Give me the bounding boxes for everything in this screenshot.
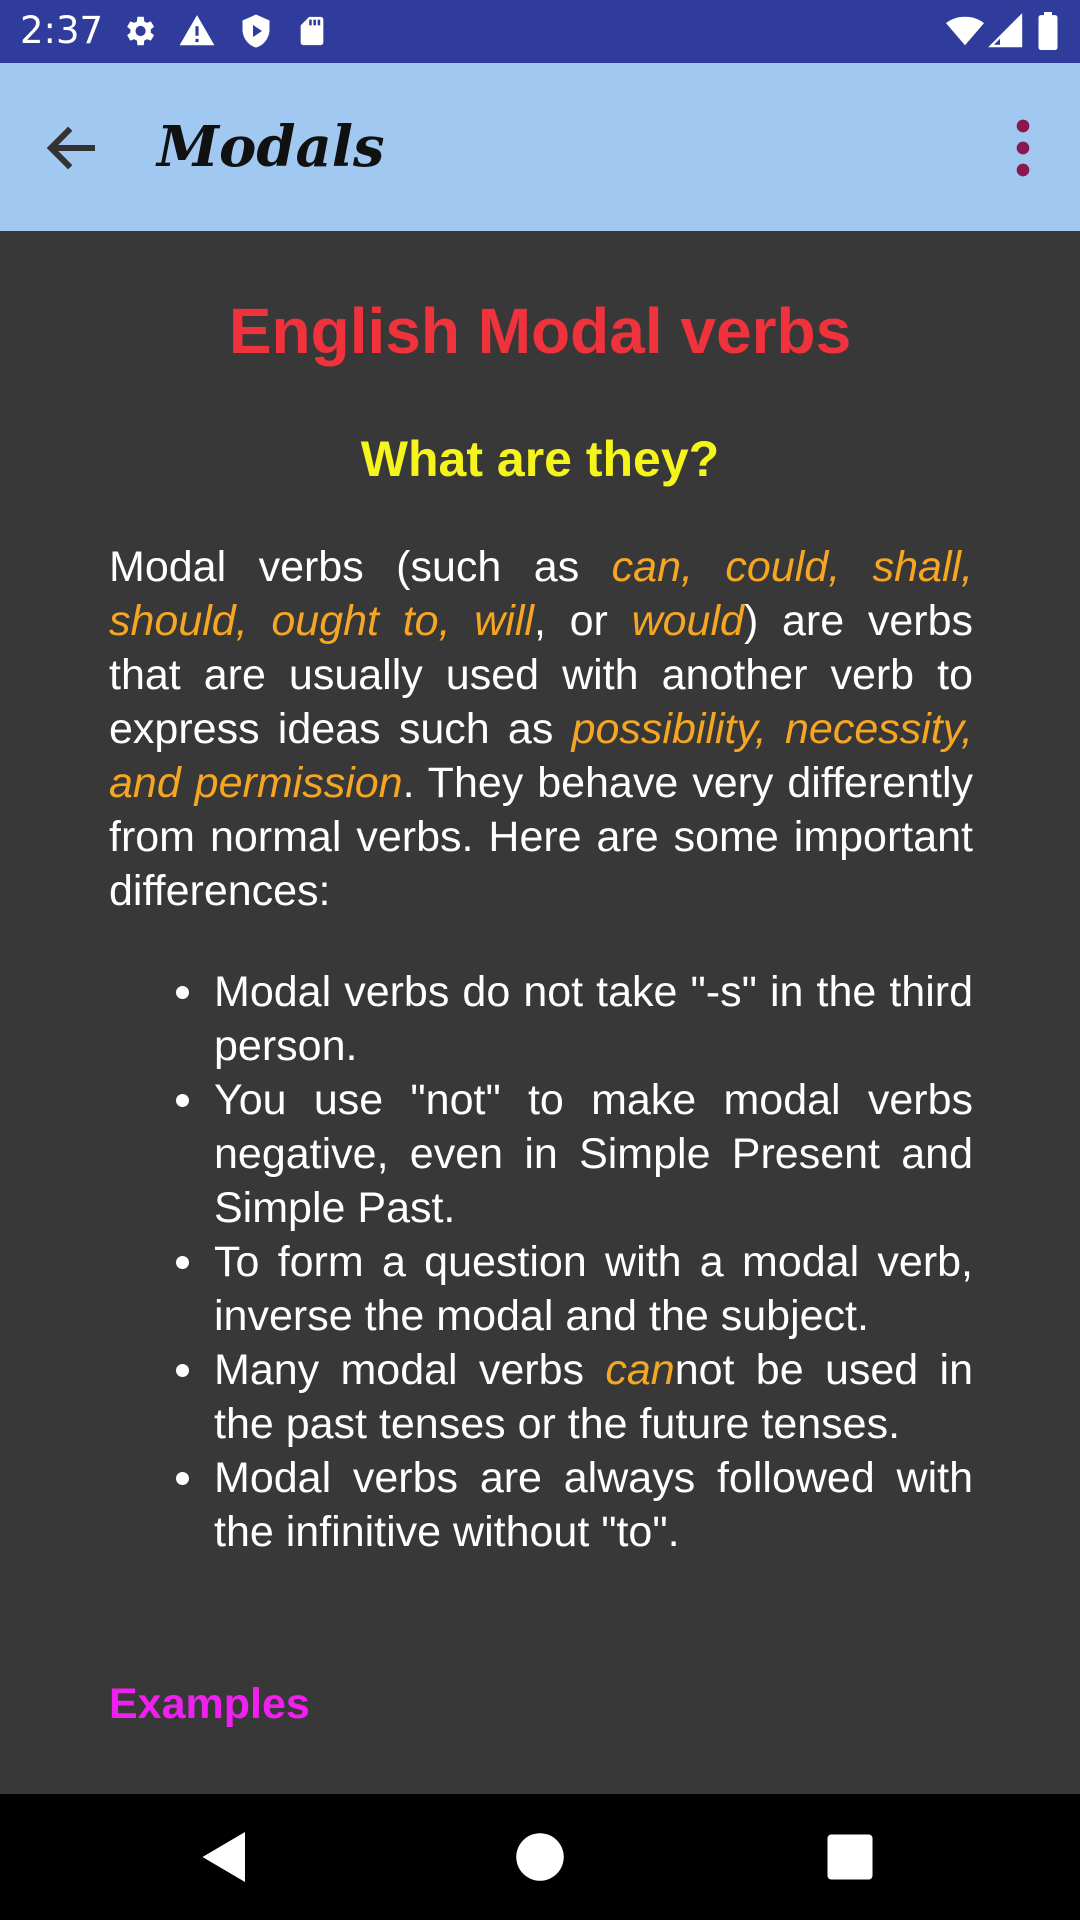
- intro-paragraph: [109, 540, 973, 918]
- intro-highlight-ideas: possibility, necessity, and permission: [109, 705, 973, 807]
- differences-list: [109, 965, 973, 1559]
- examples-heading: Examples: [109, 1680, 310, 1728]
- section-subtitle: What are they?: [360, 431, 720, 487]
- warning-icon: [177, 12, 217, 50]
- sd-card-icon: [295, 12, 329, 50]
- wifi-icon: [944, 12, 986, 50]
- app-title: Modals: [157, 114, 385, 180]
- intro-text-2: , or: [533, 597, 632, 645]
- list-item: You use "not" to make modal verbs negative, even in Simple Present and Simple Past.: [214, 1073, 973, 1235]
- circle-home-icon[interactable]: [510, 1827, 570, 1887]
- list-item: [214, 1343, 973, 1451]
- more-vert-icon[interactable]: [1000, 115, 1046, 181]
- navigation-bar: [0, 1794, 1080, 1920]
- list-item-text: not be used in the past tenses or the future tenses.: [214, 1346, 973, 1448]
- page-title: English Modal verbs: [228, 295, 852, 367]
- app-bar: [0, 63, 1080, 231]
- intro-text-4: . They behave very differently from normal verbs. Here are some important differences:: [109, 759, 973, 915]
- list-item: Modal verbs do not take "-s" in the third person.: [214, 965, 973, 1073]
- intro-text-3: ) are verbs that are usually used with another verb to express ideas such as: [109, 597, 973, 753]
- intro-text-1: Modal verbs (such as: [109, 543, 612, 591]
- square-recents-icon[interactable]: [820, 1827, 880, 1887]
- list-item: To form a question with a modal verb, inverse the modal and the subject.: [214, 1235, 973, 1343]
- intro-highlight-modals: can, could, shall, should, ought to, will: [109, 543, 973, 645]
- triangle-back-icon[interactable]: [195, 1827, 255, 1887]
- battery-icon: [1036, 12, 1060, 50]
- list-item-highlight-can: can: [605, 1346, 675, 1394]
- status-bar: [0, 0, 1080, 63]
- list-item-text: Many modal verbs: [214, 1346, 606, 1394]
- content-area: [0, 231, 1080, 1794]
- intro-highlight-would: would: [631, 597, 744, 645]
- arrow-back-icon[interactable]: [40, 115, 106, 181]
- signal-icon: [988, 12, 1024, 50]
- status-time: 2:37: [20, 9, 104, 52]
- gear-icon: [120, 12, 158, 50]
- shield-icon: [238, 12, 274, 50]
- list-item: Modal verbs are always followed with the infinitive without "to".: [214, 1451, 973, 1559]
